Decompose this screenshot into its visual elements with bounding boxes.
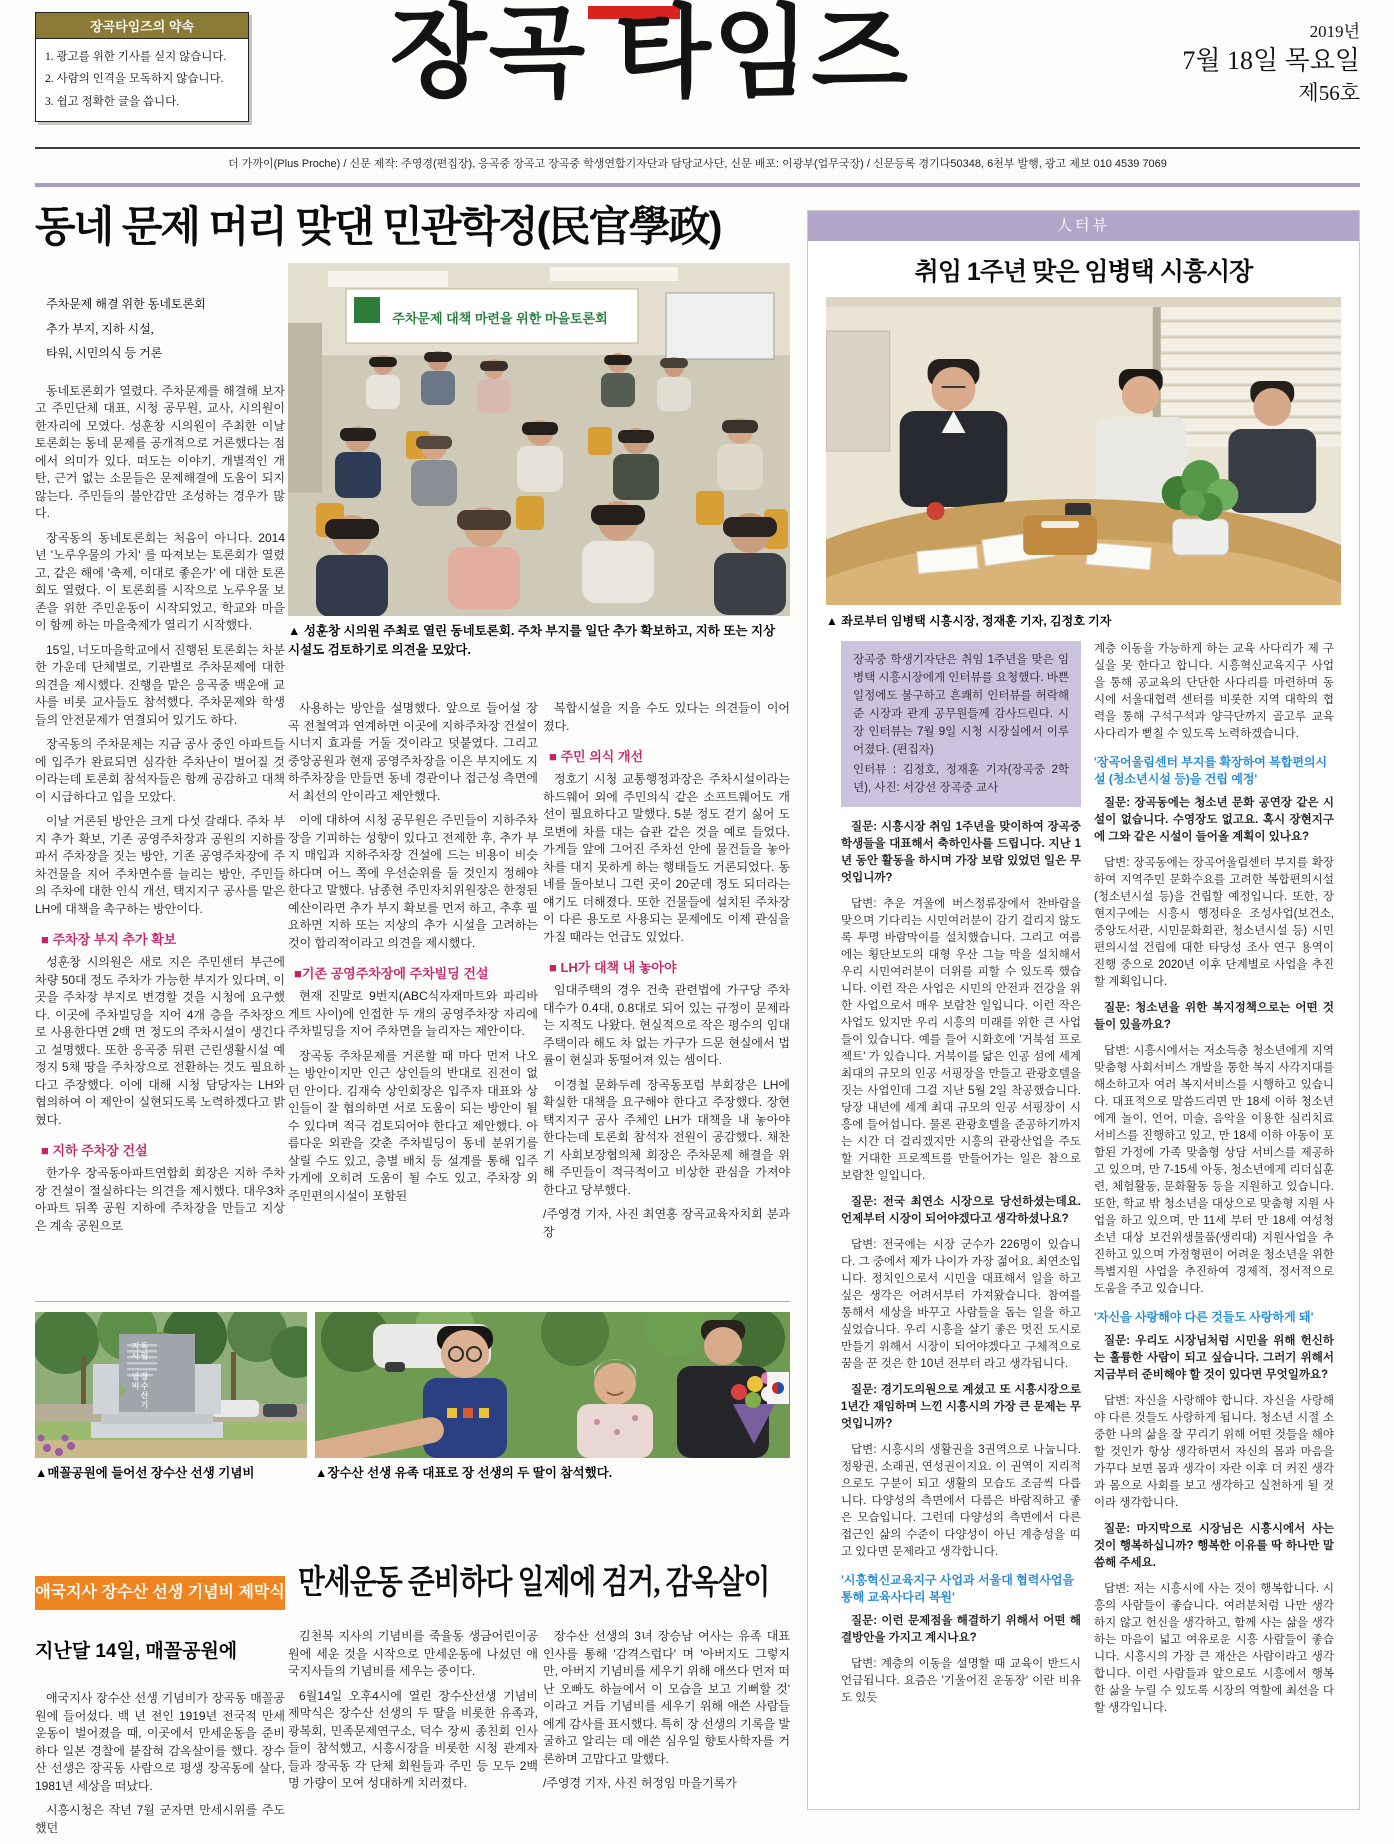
- bottom-article-column-1: [35, 1690, 285, 1840]
- main-subhead-line: 타워, 시민의식 등 거론: [46, 346, 163, 360]
- section-title: ■ 주차장 부지 추가 확보: [41, 932, 177, 947]
- section-title: ■ LH가 대책 내 놓아야: [549, 960, 677, 975]
- interview-question: 질문: 전국 최연소 시장으로 당선하셨는데요. 언제부터 시장이 되어야겠다고 생각하셨나요?: [841, 1196, 1081, 1225]
- interview-answer: 답변: 추운 겨울에 버스정류장에서 찬바람을 맞으며 기다리는 시민여러분이 감기 걸리지 않도록 투명 바람막이를 설치했습니다. 그리고 여름에는 횡단보도의 대형 우산 그늘 막을 설치해서 우리 시민여러분이 더위를 피할 수 있도록 했습니다. 이런 작은 사업은 시민의 안전과 건강을 위한 사업으로서 매우 보람찬 일입니다. 이런 작은 사업도 있지만 우리 시흥의 미래를 위한 큰 사업들이 있습니다. 예를 들어 시화호에 '거북섬 프로젝트' 가 있습니다. 거북이를 닮은 인공 섬에 세계 최대의 규모의 인공 서핑장을 만들고 관광호텔을 짓는 사업인데 그걸 지난 5월 2일 착공했습니다. 당장 내년에 세계 최대 규모의 인공 서핑장이 시흥에 들어섭니다. 물론 관광호텔을 준공하기까지는 시간 더 걸리겠지만 시흥의 관광산업을 주도할 거대한 프로젝트를 만들어가는 일은 참으로 보람찬 일입니다.: [841, 898, 1081, 1182]
- memorial-photo-svg: [35, 1312, 307, 1458]
- family-photo-illustration: [315, 1312, 790, 1458]
- interview-photo-illustration: [826, 297, 1341, 605]
- article-paragraph: 이에 대하여 시청 공무원은 주민들이 지하주차장을 기피하는 성향이 있다고 전제한 후, 추가 부지 매입과 지하주차장 건설에 드는 비용이 비슷하다며 어느 쪽에 우선순위를 둘 것인지 정해야 한다고 말했다. 남종현 주민자치위원장은 한정된 예산이라면 추가 부지 확보를 먼저 하고, 추후 필요하면 지하 또는 지상의 추가 시설을 고려하는 것이 합리적이라고 의견을 제시했다.: [288, 813, 538, 950]
- interview-title: 취임 1주년 맞은 임병택 시흥시장: [914, 258, 1253, 286]
- interview-question: 질문: 마지막으로 시장님은 시흥시에서 사는 것이 행복하십니까? 행복한 이유를 딱 하나만 말씀해 주세요.: [1094, 1523, 1334, 1569]
- bottom-article-headline: 만세운동 준비하다 일제에 검거, 감옥살이: [298, 1565, 770, 1601]
- issue-date: 7월 18일 목요일: [1182, 46, 1360, 75]
- article-paragraph: 시흥시청은 작년 7월 군자면 만세시위를 주도했던: [35, 1803, 285, 1835]
- header-rule: [35, 147, 1360, 149]
- promise-item: 3. 쉽고 정확한 글을 씁니다.: [45, 95, 180, 108]
- article-paragraph: 사용하는 방안을 설명했다. 앞으로 들어설 장곡 전철역과 연계하면 이곳에 지하주차장 건설이 시너지 효과를 거둘 것이라고 덧붙였다. 그리고 중앙공원과 현재 공영주차장을 이은 부지에도 지하주차장을 만들면 동네 경관이나 접근성 측면에서 최선의 안이라고 제안했다.: [288, 701, 538, 803]
- article-paragraph: 이날 거론된 방안은 크게 다섯 갈래다. 주차 부지 추가 확보, 기존 공영주차장과 공원의 지하를 파서 주차장을 짓는 방안, 기존 공영주차장에 주차건물을 지어 주차면수를 늘리는 방안, 주민들의 주차에 대한 인식 개선, 택지지구 공사를 맡은 LH에 대책을 촉구하는 방안이다.: [35, 814, 285, 916]
- main-subhead-line: 추가 부지, 지하 시설,: [46, 321, 154, 336]
- interview-question: 질문: 이런 문제점을 해결하기 위해서 어떤 해결방안을 가지고 계시나요?: [841, 1615, 1081, 1644]
- article-paragraph: 한가우 장곡동아파트연합회 회장은 지하 주차장 건설이 절실하다는 의견을 제시했다. 대우3차 아파트 뒤쪽 공원 지하에 주차장을 만들고 지상은 계속 공원으로: [35, 1166, 285, 1233]
- interview-answer: 답변: 시흥시의 생활권을 3권역으로 나눕니다. 정왕권, 소래권, 연성권이지요. 이 권역이 지리적으로도 구분이 되고 생활의 모습도 조금씩 다릅니다. 다양성의 측면에서 다름은 바람직하고 좋은 모습입니다. 그런데 다양성의 측면에서 다른 접근인 삶의 수준이 다양성이 아닌 계층성을 띠고 있다면 문제라고 생각합니다.: [841, 1444, 1081, 1558]
- interview-question: 질문: 시흥시장 취임 1주년을 맞이하여 장곡중 학생들을 대표해서 축하인사를 드립니다. 지난 1년 동안 활동을 하시며 가장 보람 있었던 일은 무엇입니까?: [841, 821, 1081, 884]
- masthead-title: 장곡 타임즈: [390, 0, 910, 109]
- memorial-stone-photo-illustration: [35, 1312, 307, 1458]
- promise-box: [35, 12, 249, 122]
- bottom-article-byline: /주영경 기자, 사진 허정임 마을기록가: [543, 1776, 737, 1790]
- main-article-column-1: [35, 296, 285, 1302]
- article-paragraph: 성훈창 시의원은 새로 지은 주민센터 부근에 차량 50대 정도 주차가 가능한 부지가 있다며, 이곳을 주차장 부지로 변경할 것을 시청에 요구했다. 이곳에 주차빌딩을 지어 4개 층을 주차장으로 사용한다면 2백 면 정도의 주차시설이 생긴다고 설명했다. 또한 응곡중 뒤편 근린생활시설 예정지 5채 땅을 주차장으로 전환하는 것도 필요하다고 주장했다. 이에 대해 시청 담당자는 LH와 협의하여 이 제안이 실현되도록 노력하겠다고 밝혔다.: [35, 955, 285, 1127]
- interview-blue-heading: '자신을 사랑해야 다른 것들도 사랑하게 돼': [1094, 1310, 1314, 1324]
- promise-box-title: 장곡타임즈의 약속: [36, 13, 248, 39]
- interview-tag: 人터뷰: [808, 211, 1359, 241]
- article-paragraph: 장곡동 주차문제를 거론할 때 마다 먼저 나오는 방안이지만 인근 상인들의 반대로 진전이 없던 안이다. 김재숙 상인회장은 입주자 대표와 상인들이 잘 협의하면 서로 도움이 되는 방안이 될 수 있다며 적극 검토되어야 한다고 제안했다. 아름다운 외관을 갖춘 주차빌딩이 동네 분위기를 살릴 수도 있고, 층별 배치 등 설계를 통해 입주 가게에 오히려 도움이 될 수도 있고, 주차장 외 주민편의시설이 포함된: [288, 1048, 538, 1203]
- bottom-article-subhead: 지난달 14일, 매꼴공원에: [35, 1641, 238, 1662]
- interview-blue-heading: '장곡어울림센터 부지를 확장하여 복합편의시설 (청소년시설 등)을 건립 예정': [1094, 755, 1328, 786]
- article-paragraph: 15일, 너도마을학교에서 진행된 토론회는 차분한 가운데 단체별로, 기관별로 주차문제에 대한 의견을 제시했다. 진행을 맡은 응곡중 백운애 교사를 비롯 교사들도 참석했다. 주차문제와 학생들의 안전문제가 연결되어 있기도 하다.: [35, 642, 285, 727]
- article-paragraph: 이경철 문화두레 장곡동포럼 부회장은 LH에 확실한 대책을 요구해야 한다고 주장했다. 장현택지지구 공사 주체인 LH가 대책을 내 놓아야 한다는데 토론회 참석자 전원이 공감했다. 채찬기 사회보장협의체 회장은 주차문제 해결을 위해 주민들이 적극적이고 비상한 관심을 가져야 한다고 당부했다.: [543, 1077, 790, 1197]
- family-photo-caption: ▲장수산 선생 유족 대표로 장 선생의 두 딸이 참석했다.: [315, 1466, 613, 1480]
- bottom-article-kicker: 애국지사 장수산 선생 기념비 제막식: [35, 1576, 285, 1610]
- interview-photo-caption: ▲ 좌로부터 임병택 시흥시장, 정재훈 기자, 김정호 기자: [826, 614, 1112, 628]
- article-paragraph: 장곡동의 동네토론회는 처음이 아니다. 2014년 '노루우물의 가치' 를 따져보는 토론회가 열렸고, 같은 해에 '축제, 이대로 좋은가' 에 대한 토론회도 열렸다. 이 토론회를 시작으로 노루우물 보존을 위한 주민운동이 시작되었고, 학교와 마을이 함께 하는 마을축제가 열리기 시작했다.: [35, 530, 285, 632]
- interview-answer: 답변: 시흥시에서는 저소득층 청소년에게 지역 맞춤형 사회서비스 개발을 통한 복지 사각지대를 해소하고자 여러 복지서비스를 시행하고 있습니다. 대표적으로 말씀드리면 만 18세 이하 청소년에게 놀이, 언어, 미술, 음악을 이용한 심리치료 서비스를 진행하고 있고, 만 18세 이하 아동이 포함된 가정에 가족 맞춤형 상담 서비스를 제공하고 있으며, 만 7-15세 아동, 청소년에게 리더십훈련, 체험활동, 문화활동 등을 지원하고 있습니다. 또한, 학교 밖 청소년을 대상으로 맞춤형 지원 사업을 하고 있으며, 만 11세 부터 만 18세 여성청소년 대상 보건위생물품(생리대) 지원사업을 추진하고 있으며 가정형편이 어려운 청소년을 위한 특별지원 사업을 추진하여 경제적, 정서적으로 도움을 주고 있습니다.: [1094, 1045, 1334, 1295]
- promise-item: 1. 광고를 위한 기사를 싣지 않습니다.: [45, 51, 227, 63]
- meeting-photo-caption: ▲ 성훈창 시의원 주최로 열린 동네토론회. 주차 부지를 일단 추가 확보하고, 지하 또는 지상 시설도 검토하기로 의견을 모았다.: [288, 624, 776, 657]
- issue-date-block: [1040, 20, 1360, 108]
- article-paragraph: 정호기 시청 교통행정과장은 주차시설이라는 하드웨어 외에 주민의식 같은 소프트웨어도 개선이 필요하다고 말했다. 5분 정도 걷기 싫어 도로변에 차를 대는 습관 같은 것을 예로 들었다. 가게들 앞에 그어진 주차선 안에 물건들을 놓아 차를 대지 못하게 하는 행태들도 거론되었다. 동네를 돌아보니 그런 곳이 20군데 정도 되더라는 얘기도 더해졌다. 또한 건물들에 설치된 주차장이 다른 용도로 사용되는 문제에도 이제 관심을 가질 때라는 언급도 있었다.: [543, 772, 790, 944]
- banner-text: 주차문제 대책 마련을 위한 마을토론회: [392, 311, 608, 326]
- interview-question: 질문: 경기도의원으로 계셨고 또 시흥시장으로 1년간 재임하며 느낀 시흥시의 가장 큰 문제는 무엇입니까?: [841, 1384, 1081, 1430]
- promise-item: 2. 사람의 인격을 모독하지 않습니다.: [45, 73, 224, 86]
- main-article-column-3: [543, 700, 790, 1302]
- publication-info-line: 더 가까이(Plus Proche) / 신문 제작: 주영경(편집장), 응곡중 장곡고 장곡중 학생연합기자단과 담당교사단, 신문 배포: 이광부(업무국장) / 신문등록 경기다50348, 6천부 발행, 광고 제보 010 4539 7069: [228, 158, 1167, 170]
- bottom-article-column-2: [288, 1628, 538, 1842]
- memorial-photo-caption: ▲매꼴공원에 들어선 장수산 선생 기념비: [35, 1466, 255, 1480]
- article-paragraph: 애국지사 장수산 선생 기념비가 장곡동 매꼴공원에 들어섰다. 백 년 전인 1919년 전국적 만세운동이 벌어졌을 때, 이곳에서 만세운동을 준비하다 일본 경찰에 붙잡혀 감옥살이를 했다. 장수산 선생은 장곡동 사람으로 평생 장곡동에 살다, 1981년 세상을 떠났다.: [35, 1691, 285, 1793]
- issue-year: 2019년: [1309, 22, 1360, 41]
- article-paragraph: 현재 진말로 9번지(ABC식자재마트와 파리바게트 사이)에 인접한 두 개의 공영주차장 자리에 주차빌딩을 지어 주차면을 늘리자는 제안이다.: [288, 989, 538, 1038]
- article-paragraph: 장곡동의 주차문제는 지금 공사 중인 아파트들에 입주가 완료되면 심각한 주차난이 벌어질 것이라는데 토론회 참석자들은 함께 공감하고 대책이 시급하다고 입을 모았다.: [35, 737, 285, 804]
- interview-blue-heading: '시흥혁신교육지구 사업과 서울대 협력사업을 통해 교육사다리 복원': [841, 1573, 1075, 1604]
- interview-intro-box: [841, 641, 1081, 807]
- interview-question: 질문: 장곡동에는 청소년 문화 공연장 같은 시설이 없습니다. 수영장도 없고요. 혹시 장현지구에 그와 같은 시설이 들어올 계획이 있나요?: [1094, 797, 1334, 843]
- section-title: ■기존 공영주차장에 주차빌딩 건설: [294, 966, 489, 981]
- meeting-photo-illustration: [288, 263, 790, 616]
- article-paragraph: 김천복 지사의 기념비를 죽율동 생금어린이공원에 세운 것을 시작으로 만세운동에 나섰던 애국지사들의 기념비를 세우는 중이다.: [288, 1629, 538, 1678]
- interview-section: [807, 210, 1360, 1810]
- main-subhead-line: 주차문제 해결 위한 동네토론회: [46, 297, 206, 311]
- memorial-stone-inscription: 독립지사 장수산기념비: [131, 1342, 149, 1410]
- main-subhead: [35, 296, 285, 363]
- section-title: ■ 지하 주차장 건설: [41, 1143, 148, 1158]
- article-paragraph: 6월14일 오후4시에 열린 장수산선생 기념비 제막식은 장수산 선생의 두 딸을 비롯한 유족과, 광복회, 민족문제연구소, 덕수 장씨 종친회 인사들이 참석했고, 시흥시장을 비롯한 시청 관계자들과 장곡동 각 단체 회원들과 주민 등 모두 2백 명 가량이 모여 성대하게 치러졌다.: [288, 1688, 538, 1790]
- article-paragraph: 복합시설을 지을 수도 있다는 의견들이 이어졌다.: [543, 701, 790, 733]
- interview-credit: 인터뷰 : 김정호, 정재훈 기자(장곡중 2학년), 사진: 서강선 장곡중 교사: [853, 764, 1069, 794]
- interview-answer: 답변: 전국에는 시장 군수가 226명이 있습니다. 그 중에서 제가 나이가 가장 젊어요. 최연소입니다. 정치인으로서 시민을 대표해서 일을 하고 싶은 생각은 어려서부터 가져왔습니다. 참여를 통해서 세상을 바꾸고 사람들을 돕는 일을 하고 싶었습니다. 우리 시흥을 살기 좋은 멋진 도시로 만들기 위해서 시장이 되어야겠다고 구체적으로 꿈을 꾼 것은 한 10년 전부터 라고 생각됩니다.: [841, 1239, 1081, 1370]
- interview-answer: 답변: 장곡동에는 장곡어울림센터 부지를 확장하여 지역주민 문화수요를 고려한 복합편의시설(청소년시설 등)을 건립할 예정입니다. 또한, 장현지구에는 시흥시 행정타운 조성사업(보건소, 중앙도서관, 시민문화회관, 청소년시설 등) 시민 편의시설 건립에 대한 타당성 조사 연구 용역이 진행 중으로 2020년 이후 단계별로 사업을 추진할 계획입니다.: [1094, 857, 1334, 988]
- article-paragraph: 동네토론회가 열렸다. 주차문제를 해결해 보자고 주민단체 대표, 시청 공무원, 교사, 시의원이 한자리에 모였다. 성훈창 시의원이 주최한 이날 토론회는 동네 문제를 공개적으로 거론했다는 점에서 의미가 있다. 떠도는 이야기, 개별적인 개탄, 근거 없는 소문들은 문제해결에 도움이 되지 않는다. 주민들의 불안감만 조성하는 경우가 많다.: [35, 383, 285, 520]
- interview-question: 질문: 청소년을 위한 복지정책으로는 어떤 것들이 있을까요?: [1094, 1002, 1334, 1031]
- article-paragraph: 장수산 선생의 3녀 장승남 여사는 유족 대표 인사를 통해 '감격스럽다' 며 '아버지도 그렇지만, 아버지 기념비를 세우기 위해 애쓰다 먼저 떠난 오빠도 하늘에서 이 모습을 보고 기뻐할 것' 이라고 거듭 기념비를 세우기 위해 애쓴 사람들에게 감사를 표시했다. 특히 장 선생의 기록을 발굴하고 알리는 데 애쓴 심우일 향토사학자를 거론하며 고맙다고 말했다.: [543, 1629, 790, 1766]
- article-paragraph: 임대주택의 경우 건축 관련법에 가구당 주차 대수가 0.4대, 0.8대로 되어 있는 규정이 문제라는 지적도 나왔다. 현실적으로 작은 평수의 임대주택이라 해도 차 없는 가구가 드문 현실에서 법률이 현실과 동떨어져 있는 셈이다.: [543, 983, 790, 1067]
- interview-answer: 답변: 자신을 사랑해야 합니다. 자신을 사랑해야 다른 것들도 사랑하게 됩니다. 청소년 시절 소중한 나의 삶을 잘 꾸리기 위해 어떤 것들을 해야 할 것인가 항상 생각하면서 자신의 몸과 마음을 가꾸다 보면 몸과 생각이 자란 이후 더 커진 생각과 몸으로 사회를 보고 생각하고 실천하게 될 것이라 생각합니다.: [1094, 1395, 1334, 1509]
- section-title: ■ 주민 의식 개선: [549, 749, 644, 764]
- interview-column-left: [841, 641, 1081, 1779]
- section-divider: [35, 1301, 790, 1302]
- main-headline: 동네 문제 머리 맞댄 민관학정(民官學政): [35, 203, 721, 250]
- main-article-byline: /주영경 기자, 사진 최연홍 장곡교육자치회 분과장: [543, 1207, 790, 1239]
- interview-answer: 답변: 저는 시흥시에 사는 것이 행복합니다. 시흥의 사람들이 좋습니다. 여러분처럼 나만 생각하지 않고 헌신을 생각하고, 함께 사는 삶을 생각하는 마음이 넓고 여유로운 시흥 사람들이 좋습니다. 시흥시의 가장 큰 재산은 사람이라고 생각합니다. 이런 사람들과 앞으로도 시흥에서 행복한 삶을 누릴 수 있도록 시장의 역할에 최선을 다할 생각입니다.: [1094, 1583, 1334, 1714]
- interview-intro-text: 장곡중 학생기자단은 취임 1주년을 맞은 임병택 시흥시장에게 인터뷰를 요청했다. 바쁜 일정에도 불구하고 흔쾌히 인터뷰를 허락해 준 시장과 관계 공무원들께 감사드린다. 시장 인터뷰는 7월 9일 시청 시장실에서 이루어졌다. (편집자): [853, 654, 1069, 756]
- issue-number: 제56호: [1298, 81, 1360, 105]
- interview-question: 질문: 우리도 시장님처럼 시민을 위해 헌신하는 훌륭한 사람이 되고 싶습니다. 그러기 위해서 지금부터 준비해야 할 것이 있다면 무엇일까요?: [1094, 1335, 1334, 1381]
- family-photo-svg: [315, 1312, 790, 1458]
- interview-answer: 답변: 계층의 이동을 설명할 때 교육이 반드시 언급됩니다. 요즘은 '기울어진 운동장' 이란 비유도 있듯: [841, 1658, 1081, 1704]
- bottom-article-column-3: [543, 1628, 790, 1842]
- main-article-column-2: [288, 700, 538, 1302]
- purple-divider: [35, 183, 1360, 187]
- interview-column-right: [1094, 641, 1334, 1779]
- interview-answer: 계층 이동을 가능하게 하는 교육 사다리가 제 구실을 못 한다고 합니다. 시흥혁신교육지구 사업을 통해 공교육의 단단한 사다리를 마련하며 동시에 서울대협력 센터를 비롯한 지역 대학의 협력을 통해 구석구석과 양극단까지 골고루 교육 사다리가 뻗칠 수 있도록 노력하겠습니다.: [1094, 643, 1334, 740]
- meeting-photo-svg: [288, 263, 790, 616]
- interview-photo-svg: [826, 297, 1341, 605]
